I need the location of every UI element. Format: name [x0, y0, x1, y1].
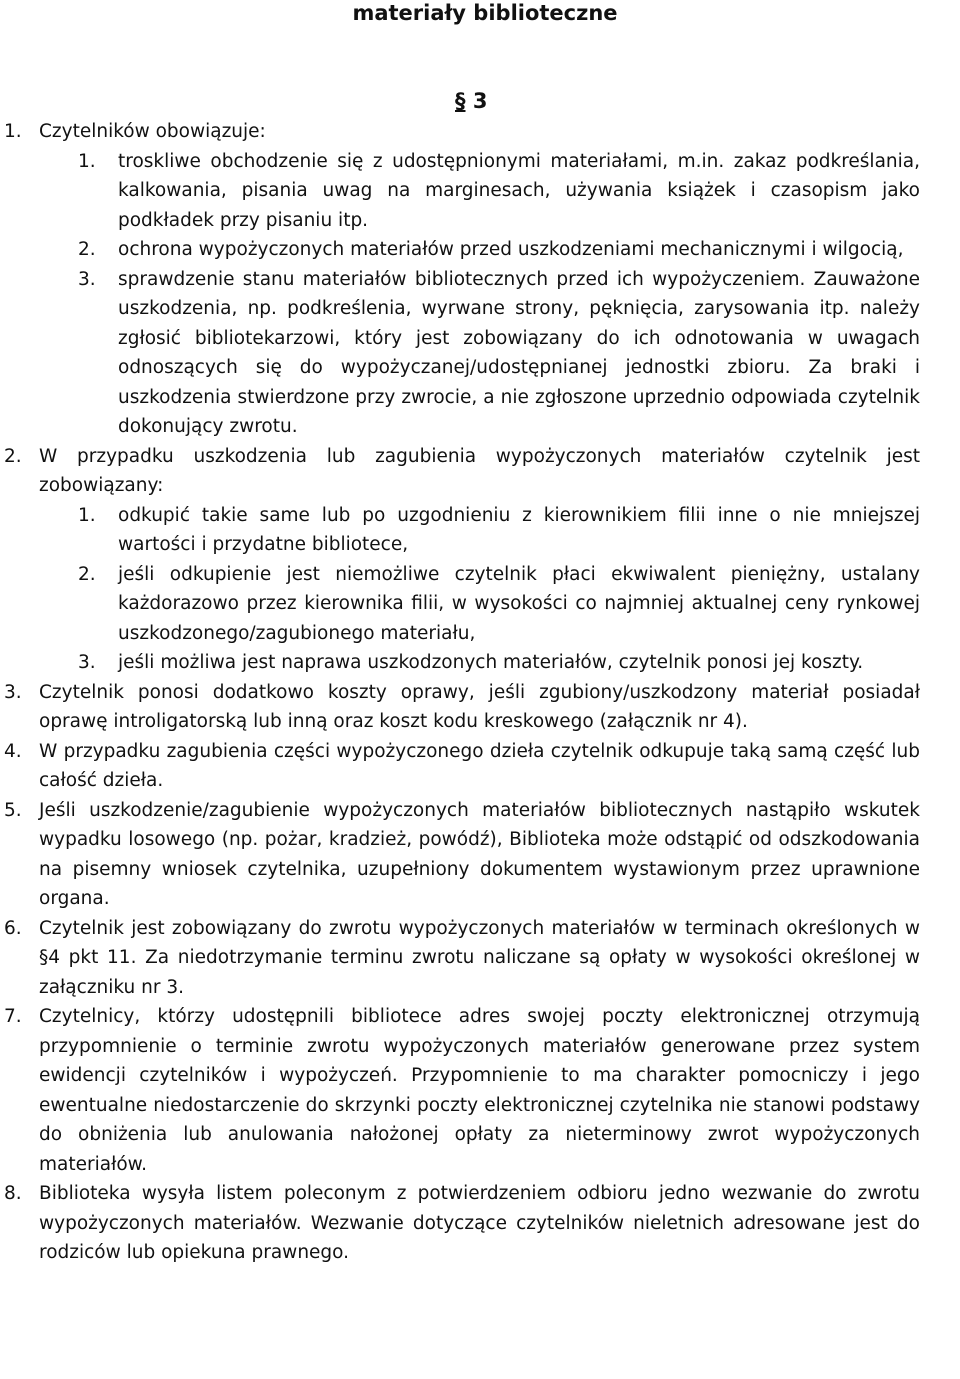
section-heading: [455, 88, 487, 114]
item-text: Czytelnicy, którzy udostępnili bibliotece adres swojej poczty elektronicznej otrzymują przypomnienie o terminie zwrotu wypożyczonych materiałów generowane przez system ewidencji czytelników i wypożyczeń. Przypomnienie to ma charakter pomocniczy i jego ewentualne niedostarczenie do skrzynki poczty elektronicznej czytelnika nie stanowi podstawy do obniżenia lub anulowania nałożonej opłaty za nieterminowy zwrot wypożyczonych materiałów.: [39, 1006, 920, 1175]
sub-list-item: [0, 648, 960, 678]
item-number: 5.: [4, 799, 22, 821]
sub-item-text: troskliwe obchodzenie się z udostępnionymi materiałami, m.in. zakaz podkreślania, kalkowania, pisania uwag na marginesach, używania książek i czasopism jako podkładek przy pisaniu itp.: [118, 150, 920, 231]
item-number: 2.: [4, 445, 22, 467]
item-text: W przypadku zagubienia części wypożyczonego dzieła czytelnik odkupuje taką samą część lub całość dzieła.: [39, 740, 920, 791]
item-number: 8.: [4, 1183, 22, 1204]
sub-item-number: 1.: [78, 150, 96, 172]
page-title: materiały biblioteczne: [352, 1, 618, 25]
sub-item-text: sprawdzenie stanu materiałów bibliotecznych przed ich wypożyczeniem. Zauważone uszkodzenia, np. podkreślenia, wyrwane strony, pęknięcia, zarysowania itp. należy zgłosić bibliotekarzowi, który jest zobowiązany do ich odnotowania w uwagach odnoszących się do wypożyczanej/udostępnianej jednostki zbioru. Za braki i uszkodzenia stwierdzone przy zwrocie, a nie zgłoszone uprzednio odpowiada czytelnik dokonujący zwrotu.: [118, 268, 920, 437]
item-text: Biblioteka wysyła listem poleconym z potwierdzeniem odbioru jedno wezwanie do zwrotu wypożyczonych materiałów. Wezwanie dotyczące czytelników nieletnich adresowane jest do rodziców lub opiekuna prawnego.: [39, 1183, 920, 1263]
item-number: 4.: [4, 740, 22, 762]
sub-list-item: [0, 147, 960, 236]
sub-item-number: 3.: [78, 652, 96, 673]
section-number: 3: [472, 89, 488, 113]
list-item: [0, 1179, 960, 1268]
sub-list-item: [0, 560, 960, 649]
item-text: Jeśli uszkodzenie/zagubienie wypożyczonych materiałów bibliotecznych nastąpiło wskutek wypadku losowego (np. pożar, kradzież, powódź), Biblioteka może odstąpić od odszkodowania na pisemny wniosek czytelnika, uzupełniony dokumentem wystawionym przez uprawnione organa.: [39, 799, 920, 909]
list-item: [0, 796, 960, 914]
list-item: [0, 914, 960, 1003]
item-number: 6.: [4, 917, 22, 939]
item-text: W przypadku uszkodzenia lub zagubienia wypożyczonych materiałów czytelnik jest zobowiązany:: [39, 445, 920, 496]
sub-item-text: ochrona wypożyczonych materiałów przed uszkodzeniami mechanicznymi i wilgocią,: [118, 239, 904, 260]
sub-item-number: 1.: [78, 504, 96, 526]
sub-item-number: 2.: [78, 239, 96, 260]
list-item: [0, 737, 960, 796]
sub-item-number: 3.: [78, 268, 96, 290]
item-text: Czytelnik jest zobowiązany do zwrotu wypożyczonych materiałów w terminach określonych w §4 pkt 11. Za niedotrzymanie terminu zwrotu naliczane są opłaty w wysokości określonej w załączniku nr 3.: [39, 917, 920, 998]
sub-list-item: [0, 501, 960, 560]
sub-list-item: [0, 265, 960, 442]
list-item: [0, 1002, 960, 1179]
list-item: [0, 678, 960, 737]
item-text: Czytelników obowiązuje:: [39, 121, 266, 142]
item-number: 7.: [4, 1006, 22, 1027]
sub-item-text: jeśli odkupienie jest niemożliwe czytelnik płaci ekwiwalent pieniężny, ustalany każdorazowo przez kierownika filii, w wysokości co najmniej aktualnej ceny rynkowej uszkodzonego/zagubionego materiału,: [118, 563, 920, 644]
sub-item-number: 2.: [78, 563, 96, 585]
item-number: 1.: [4, 121, 22, 142]
item-number: 3.: [4, 681, 22, 703]
sub-item-text: odkupić takie same lub po uzgodnieniu z kierownikiem filii inne o nie mniejszej wartości i przydatne bibliotece,: [118, 504, 920, 555]
item-text: Czytelnik ponosi dodatkowo koszty oprawy, jeśli zgubiony/uszkodzony materiał posiadał oprawę introligatorską lub inną oraz koszt kodu kreskowego (załącznik nr 4).: [39, 681, 920, 732]
regulation-content: [0, 117, 960, 1268]
list-item: [0, 442, 960, 501]
sub-list-item: [0, 235, 960, 265]
list-item: [0, 117, 960, 147]
sub-item-text: jeśli możliwa jest naprawa uszkodzonych materiałów, czytelnik ponosi jej koszty.: [118, 652, 864, 673]
section-symbol: §: [455, 89, 466, 113]
